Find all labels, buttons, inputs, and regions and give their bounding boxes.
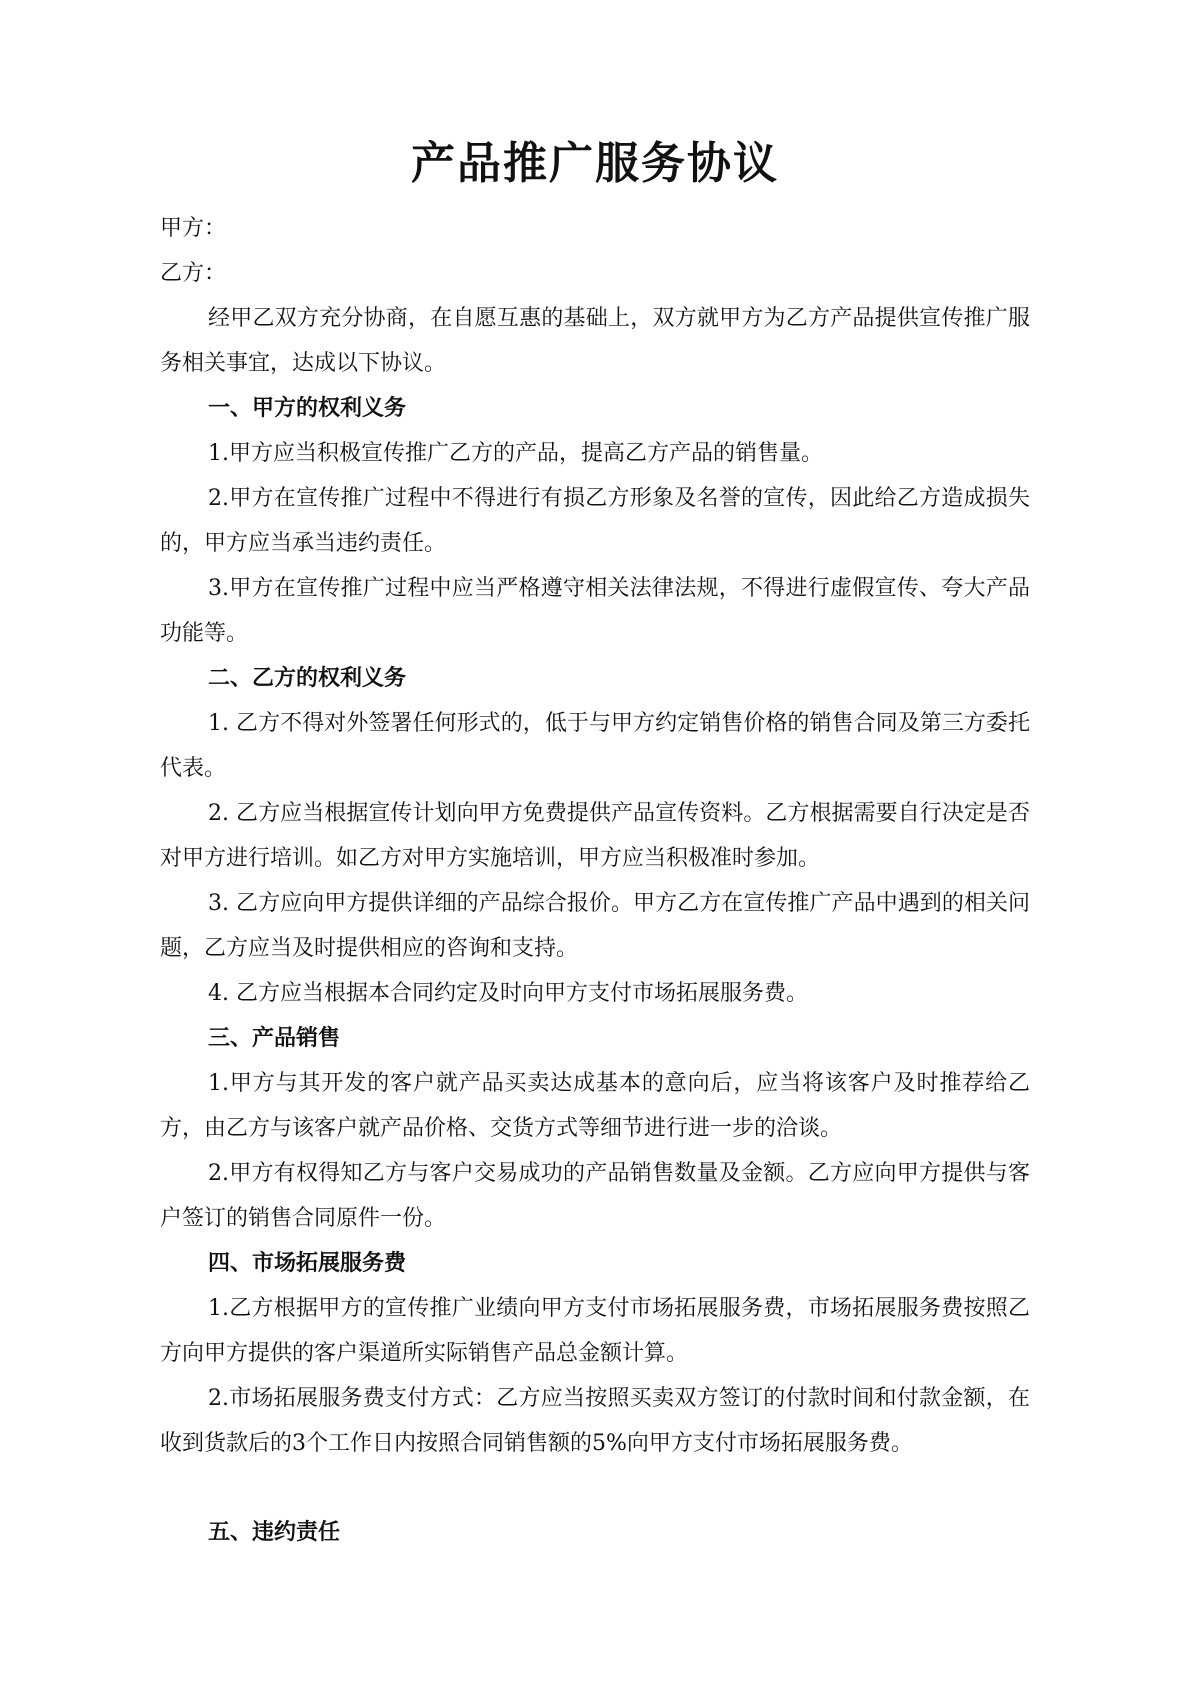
clause-paragraph: 2.甲方有权得知乙方与客户交易成功的产品销售数量及金额。乙方应向甲方提供与客户签订的销售合同原件一份。 [160, 1161, 1030, 1231]
clause-paragraph: 1.甲方与其开发的客户就产品买卖达成基本的意向后，应当将该客户及时推荐给乙方，由乙方与该客户就产品价格、交货方式等细节进行进一步的洽谈。 [160, 1071, 1030, 1141]
party-a-line: 甲方： [160, 216, 227, 241]
preamble-paragraph: 经甲乙双方充分协商，在自愿互惠的基础上，双方就甲方为乙方产品提供宣传推广服务相关事宜，达成以下协议。 [160, 306, 1030, 376]
clause-paragraph: 2.甲方在宣传推广过程中不得进行有损乙方形象及名誉的宣传，因此给乙方造成损失的，甲方应当承当违约责任。 [160, 486, 1030, 556]
clause-paragraph: 4. 乙方应当根据本合同约定及时向甲方支付市场拓展服务费。 [208, 981, 808, 1006]
clause-paragraph: 1.甲方应当积极宣传推广乙方的产品，提高乙方产品的销售量。 [208, 441, 823, 466]
clause-paragraph: 3.甲方在宣传推广过程中应当严格遵守相关法律法规，不得进行虚假宣传、夸大产品功能等。 [160, 576, 1030, 646]
clause-paragraph: 2. 乙方应当根据宣传计划向甲方免费提供产品宣传资料。乙方根据需要自行决定是否对甲方进行培训。如乙方对甲方实施培训，甲方应当积极准时参加。 [160, 801, 1030, 871]
section-heading: 二、乙方的权利义务 [208, 666, 407, 691]
section-heading: 五、违约责任 [208, 1520, 341, 1545]
section-heading: 一、甲方的权利义务 [208, 396, 407, 421]
clause-paragraph: 2.市场拓展服务费支付方式：乙方应当按照买卖双方签订的付款时间和付款金额，在收到货款后的3个工作日内按照合同销售额的5%向甲方支付市场拓展服务费。 [160, 1386, 1030, 1456]
section-heading: 三、产品销售 [208, 1026, 341, 1051]
section-heading: 四、市场拓展服务费 [208, 1251, 407, 1276]
clause-paragraph: 1.乙方根据甲方的宣传推广业绩向甲方支付市场拓展服务费，市场拓展服务费按照乙方向甲方提供的客户渠道所实际销售产品总金额计算。 [160, 1296, 1030, 1366]
section-gap [160, 1466, 1030, 1510]
document-title: 产品推广服务协议 [411, 138, 779, 189]
clause-paragraph: 1. 乙方不得对外签署任何形式的，低于与甲方约定销售价格的销售合同及第三方委托代表。 [160, 711, 1030, 781]
party-b-line: 乙方： [160, 261, 227, 286]
clause-paragraph: 3. 乙方应向甲方提供详细的产品综合报价。甲方乙方在宣传推广产品中遇到的相关问题，乙方应当及时提供相应的咨询和支持。 [160, 891, 1030, 961]
